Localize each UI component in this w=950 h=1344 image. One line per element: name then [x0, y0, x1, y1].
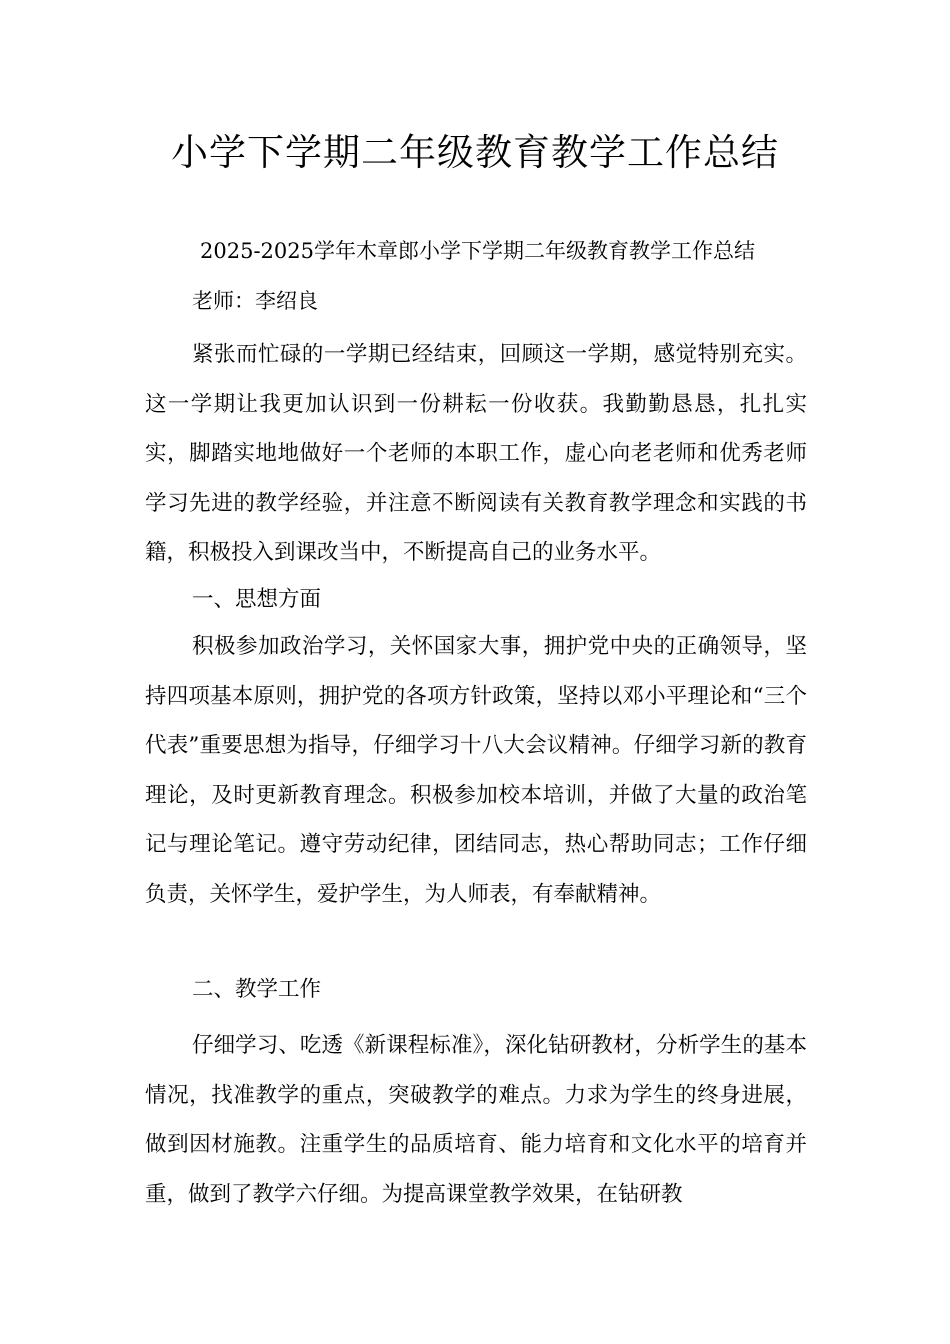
- section-heading-thought: 一、思想方面: [192, 587, 322, 612]
- document-subtitle: 2025-2025学年木章郎小学下学期二年级教育教学工作总结: [200, 239, 755, 263]
- author-line: 老师：李绍良: [192, 289, 318, 313]
- intro-paragraph: 紧张而忙碌的一学期已经结束，回顾这一学期，感觉特别充实。这一学期让我更加认识到一份耕耘一份收获。我勤勤恳恳，扎扎实实，脚踏实地地做好一个老师的本职工作，虚心向老老师和优秀老师学习先进的教学经验，并注意不断阅读有关教育教学理念和实践的书籍，积极投入到课改当中，不断提高自己的业务水平。: [145, 342, 807, 565]
- document-title: 小学下学期二年级教育教学工作总结: [171, 131, 779, 174]
- section-heading-teaching: 二、教学工作: [192, 977, 322, 1002]
- teaching-paragraph: 仔细学习、吃透《新课程标准》，深化钻研教材，分析学生的基本情况，找准教学的重点，突破教学的难点。力求为学生的终身进展，做到因材施教。注重学生的品质培育、能力培育和文化水平的培育并重，做到了教学六仔细。为提高课堂教学效果，在钻研教: [145, 1033, 807, 1207]
- thought-paragraph: 积极参加政治学习，关怀国家大事，拥护党中央的正确领导，坚持四项基本原则，拥护党的各项方针政策，坚持以邓小平理论和“三个代表”重要思想为指导，仔细学习十八大会议精神。仔细学习新的教育理论，及时更新教育理念。积极参加校本培训，并做了大量的政治笔记与理论笔记。遵守劳动纪律，团结同志，热心帮助同志；工作仔细负责，关怀学生，爱护学生，为人师表，有奉献精神。: [145, 634, 807, 907]
